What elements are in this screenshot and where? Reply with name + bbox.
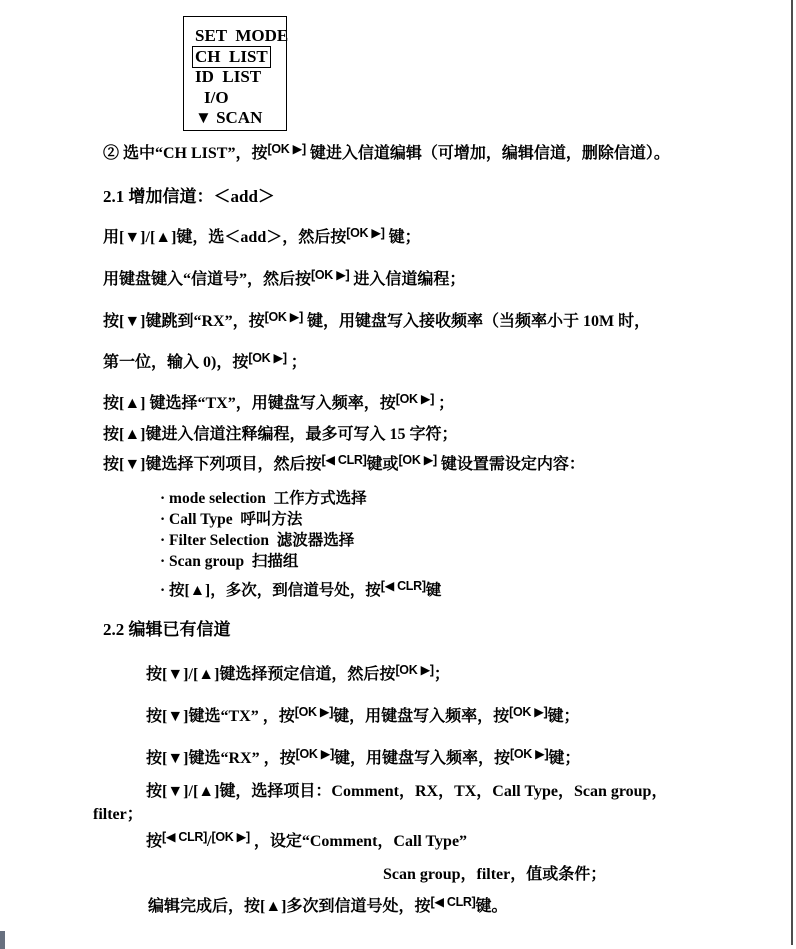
- para-select-items: [103, 455, 585, 475]
- menu-item-scan: [195, 108, 286, 129]
- ok-key-notation: [OK ▶]: [509, 705, 548, 719]
- clr-key-notation: [◀ CLR]: [380, 579, 426, 593]
- text-run: 键。: [475, 898, 508, 915]
- bullet-return-channel-number: [160, 581, 441, 601]
- text-run: filter；: [93, 806, 143, 823]
- para-rx-frequency: [103, 312, 650, 332]
- ok-key-notation: [OK ▶]: [395, 392, 435, 406]
- para-choose-item-list: [146, 782, 667, 801]
- bottom-left-corner-artifact: [0, 931, 5, 949]
- text-run: ；: [286, 354, 307, 371]
- menu-item-id-list: [195, 67, 286, 88]
- para-set-values-cont: [383, 865, 606, 884]
- para-choose-item-list-cont: [93, 805, 143, 824]
- text-run: ；: [434, 395, 455, 412]
- section-heading-2-2: [103, 620, 231, 639]
- menu-item-label: ID LIST: [195, 67, 262, 87]
- page-right-border-line: [791, 0, 793, 945]
- section-heading-2-1: [103, 187, 275, 206]
- bullet-mode-selection: [160, 489, 367, 508]
- text-run: Scan group，filter，值或条件；: [383, 866, 607, 883]
- text-run: · 按[▲]，多次，到信道号处，按: [160, 582, 381, 599]
- text-run: 按[▲] 键选择“TX”，用键盘写入频率，按: [103, 395, 396, 412]
- text-run: 2.1 增加信道：＜add＞: [103, 187, 275, 206]
- ok-key-notation: [OK ▶]: [211, 830, 250, 844]
- para-rx-frequency-cont: [103, 353, 307, 373]
- text-run: 按[▲]键进入信道注释编程，最多可写入 15 字符；: [103, 426, 458, 443]
- menu-item-set-mode: [195, 26, 289, 47]
- clr-key-notation: [◀ CLR]: [321, 453, 367, 467]
- text-run: 按[▼]键选“RX” ，按: [146, 750, 296, 767]
- bullet-filter-selection: [160, 531, 354, 550]
- menu-item-io: [195, 88, 286, 109]
- text-run: 键: [425, 582, 442, 599]
- ok-key-notation: [OK ▶]: [311, 268, 350, 282]
- para-select-existing-channel: [146, 665, 450, 685]
- text-run: 按[▼]/[▲]键，选择项目：Comment，RX，TX，Call Type，Scan group，: [146, 783, 668, 800]
- ok-key-notation: [OK ▶]: [248, 351, 287, 365]
- text-run: 第一位，输入 0)，按: [103, 354, 249, 371]
- text-run: 编辑完成后，按[▲]多次到信道号处，按: [148, 898, 431, 915]
- text-run: ；: [433, 666, 450, 683]
- menu-item-label: I/O: [204, 87, 229, 107]
- text-run: 键，用键盘写入频率，按: [333, 708, 510, 725]
- text-run: /: [207, 833, 212, 850]
- text-run: 按[▼]/[▲]键选择预定信道，然后按: [146, 666, 396, 683]
- text-run: ② 选中“CH LIST”，按: [103, 145, 268, 162]
- text-run: · Scan group 扫描组: [160, 553, 299, 570]
- ok-key-notation: [OK ▶]: [294, 705, 334, 719]
- menu-item-label: ▼ SCAN: [195, 108, 263, 128]
- text-run: 键，用键盘写入频率，按: [333, 750, 510, 767]
- ok-key-notation: [OK ▶]: [346, 226, 385, 240]
- para-edit-rx: [146, 749, 580, 769]
- clr-key-notation: [◀ CLR]: [162, 830, 208, 844]
- para-set-comment-calltype: [146, 832, 467, 852]
- text-run: 键或: [366, 456, 399, 473]
- para-edit-tx: [146, 707, 580, 727]
- menu-item-label: CH LIST: [192, 46, 271, 68]
- para-tx-frequency: [103, 394, 454, 414]
- text-run: · mode selection 工作方式选择: [160, 490, 367, 507]
- text-run: 用[▼]/[▲]键，选＜add＞，然后按: [103, 229, 347, 246]
- text-run: 键进入信道编辑（可增加，编辑信道，删除信道）。: [305, 145, 670, 162]
- menu-item-label: SET MODE: [195, 26, 289, 46]
- ok-key-notation: [OK ▶]: [295, 747, 334, 761]
- text-run: 按[▼]键跳到“RX”，按: [103, 313, 265, 330]
- ok-key-notation: [OK ▶]: [510, 747, 549, 761]
- bullet-scan-group: [160, 552, 298, 571]
- para-intro-step2: [103, 144, 670, 164]
- text-run: 按: [146, 833, 163, 850]
- text-run: 键；: [548, 750, 581, 767]
- text-run: ，设定“Comment，Call Type”: [249, 833, 468, 850]
- text-run: 按[▼]键选“TX” ，按: [146, 708, 295, 725]
- text-run: · Filter Selection 滤波器选择: [160, 532, 355, 549]
- text-run: 2.2 编辑已有信道: [103, 620, 231, 639]
- clr-key-notation: [◀ CLR]: [430, 895, 476, 909]
- ok-key-notation: [OK ▶]: [267, 142, 306, 156]
- ok-key-notation: [OK ▶]: [395, 663, 434, 677]
- para-enter-channel-number: [103, 270, 465, 290]
- text-run: 进入信道编程；: [349, 271, 466, 288]
- text-run: 键，用键盘写入接收频率（当频率小于 10M 时，: [302, 313, 651, 330]
- ok-key-notation: [OK ▶]: [264, 310, 303, 324]
- text-run: 键；: [547, 708, 580, 725]
- text-run: 键；: [384, 229, 421, 246]
- menu-item-ch-list-selected: [195, 47, 286, 68]
- bullet-call-type: [160, 510, 302, 529]
- text-run: 用键盘键入“信道号”，然后按: [103, 271, 312, 288]
- para-select-add: [103, 228, 421, 248]
- para-channel-comment: [103, 425, 458, 444]
- lcd-menu-box: [183, 16, 287, 131]
- text-run: · Call Type 呼叫方法: [160, 511, 303, 528]
- text-run: 按[▼]键选择下列项目，然后按: [103, 456, 322, 473]
- para-finish-editing: [148, 897, 508, 917]
- text-run: 键设置需设定内容：: [436, 456, 585, 473]
- ok-key-notation: [OK ▶]: [398, 453, 437, 467]
